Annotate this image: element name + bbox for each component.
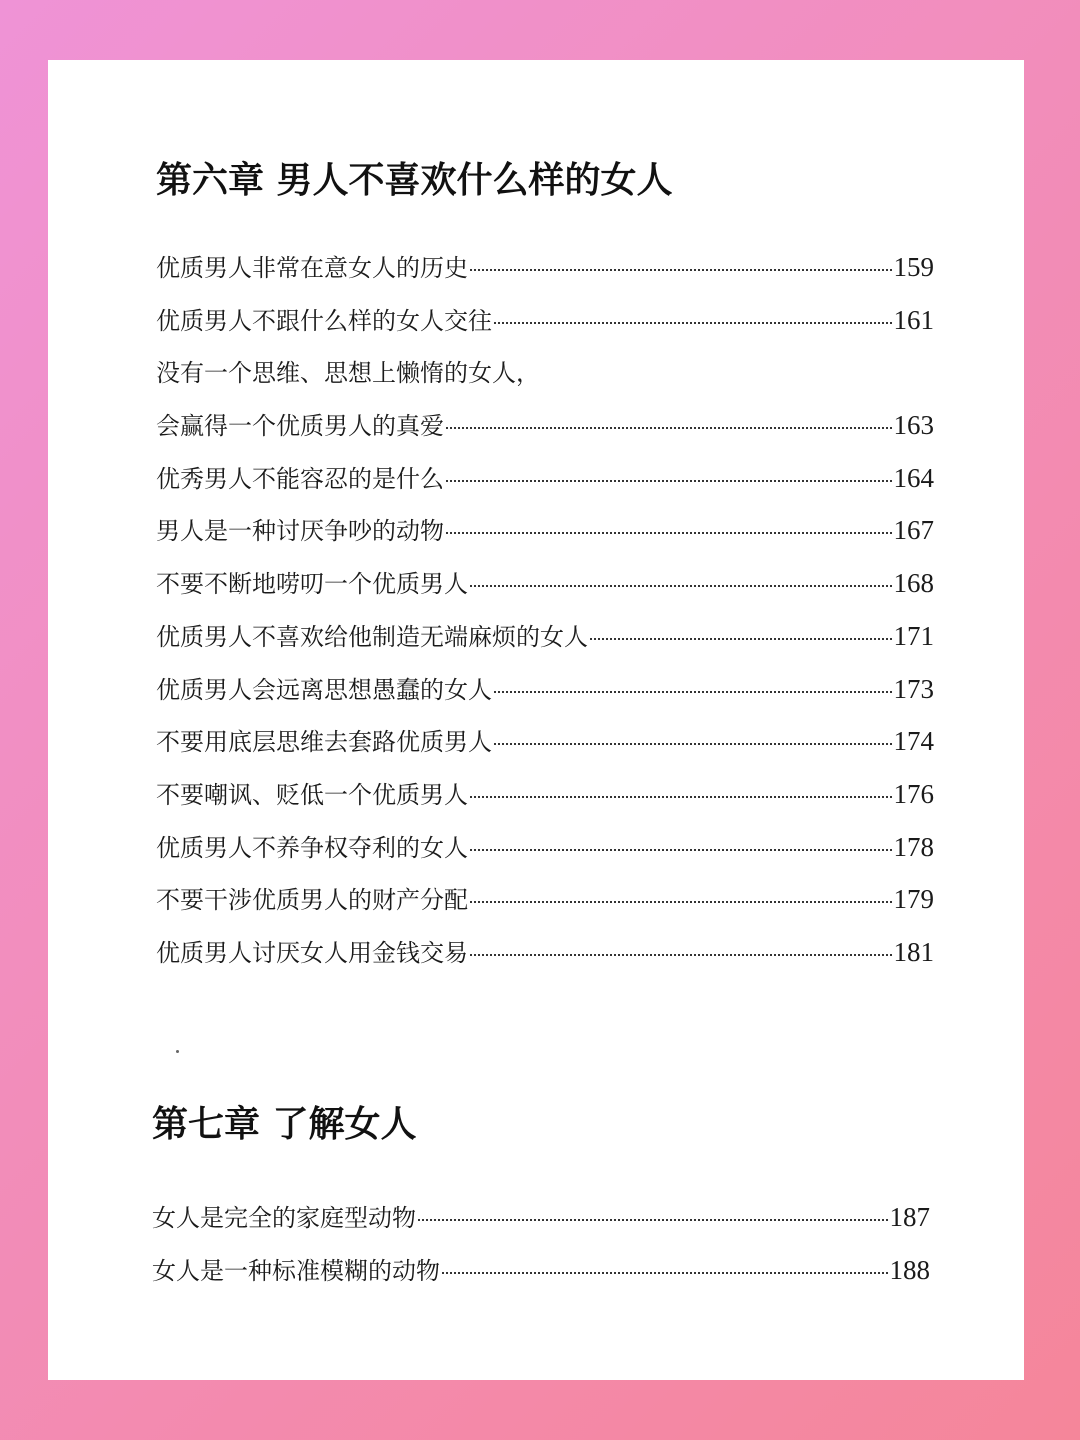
toc-entry	[152, 1198, 930, 1251]
dot-leader	[470, 954, 892, 956]
toc-entry-page-number: 164	[893, 462, 934, 493]
chapter-6-toc	[156, 248, 934, 986]
toc-entry-page-number: 159	[893, 252, 934, 282]
toc-entry-title: 优质男人会远离思想愚蠢的女人	[156, 675, 492, 704]
toc-entry-title: 没有一个思维、思想上懒惰的女人，	[156, 359, 540, 388]
dot-leader	[418, 1219, 888, 1221]
toc-entry-title: 优质男人不跟什么样的女人交往	[156, 306, 492, 335]
dot-leader	[446, 427, 892, 429]
book-page	[48, 60, 1024, 1380]
toc-entry-title: 优质男人非常在意女人的历史	[156, 254, 468, 282]
toc-entry-title: 优质男人不养争权夺利的女人	[156, 833, 468, 862]
chapter-7-toc	[152, 1198, 930, 1303]
toc-entry-page-number: 187	[889, 1202, 930, 1232]
toc-entry-title: 优质男人讨厌女人用金钱交易	[156, 938, 468, 967]
toc-entry	[156, 617, 934, 670]
chapter-6-title: 第六章 男人不喜欢什么样的女人	[156, 159, 673, 201]
toc-entry-page-number: 174	[893, 726, 934, 757]
toc-entry-title: 男人是一种讨厌争吵的动物	[156, 517, 444, 546]
toc-entry-page-number: 167	[893, 515, 934, 546]
dot-leader	[590, 638, 892, 640]
toc-entry-title: 不要嘲讽、贬低一个优质男人	[156, 780, 468, 809]
dot-leader	[470, 796, 892, 798]
toc-entry-title: 女人是一种标准模糊的动物	[152, 1256, 440, 1285]
toc-entry-page-number: 178	[893, 831, 934, 862]
toc-entry-page-number: 179	[893, 884, 934, 915]
toc-entry-page-number: 168	[893, 568, 934, 599]
toc-entry	[156, 301, 934, 354]
toc-entry-page-number: 173	[893, 673, 934, 704]
toc-entry-title: 会赢得一个优质男人的真爱	[156, 412, 444, 441]
toc-entry-title: 不要干涉优质男人的财产分配	[156, 886, 468, 915]
dot-leader	[442, 1272, 888, 1274]
toc-entry-page-number: 188	[889, 1254, 930, 1285]
toc-entry-title: 女人是完全的家庭型动物	[152, 1204, 416, 1232]
dot-leader	[470, 585, 892, 587]
toc-entry	[156, 722, 934, 775]
toc-entry-title: 不要用底层思维去套路优质男人	[156, 728, 492, 757]
toc-entry-page-number: 163	[893, 410, 934, 441]
toc-entry	[156, 406, 934, 459]
dot-leader	[470, 901, 892, 903]
dot-leader	[494, 691, 892, 693]
toc-entry	[156, 248, 934, 301]
toc-entry	[156, 775, 934, 828]
toc-entry-page-number: 181	[893, 936, 934, 967]
toc-entry-page-number: 171	[893, 620, 934, 651]
toc-entry	[156, 933, 934, 986]
toc-entry	[156, 828, 934, 881]
toc-entry-page-number: 161	[893, 304, 934, 335]
dot-leader	[446, 480, 892, 482]
dot-leader	[494, 743, 892, 745]
toc-entry	[156, 353, 934, 406]
dot-leader	[470, 269, 892, 271]
toc-entry-title: 优秀男人不能容忍的是什么	[156, 464, 444, 493]
toc-entry-title: 优质男人不喜欢给他制造无端麻烦的女人	[156, 622, 588, 651]
chapter-7-title: 第七章 了解女人	[152, 1103, 417, 1145]
toc-entry	[156, 564, 934, 617]
toc-entry-page-number: 176	[893, 778, 934, 809]
dot-leader	[446, 532, 892, 534]
toc-entry	[156, 670, 934, 723]
toc-entry-title: 不要不断地唠叨一个优质男人	[156, 570, 468, 599]
dot-leader	[470, 849, 892, 851]
toc-entry	[156, 880, 934, 933]
paper-speck	[176, 1050, 179, 1053]
toc-entry	[156, 459, 934, 512]
toc-entry	[156, 511, 934, 564]
dot-leader	[494, 322, 892, 324]
toc-entry	[152, 1251, 930, 1304]
